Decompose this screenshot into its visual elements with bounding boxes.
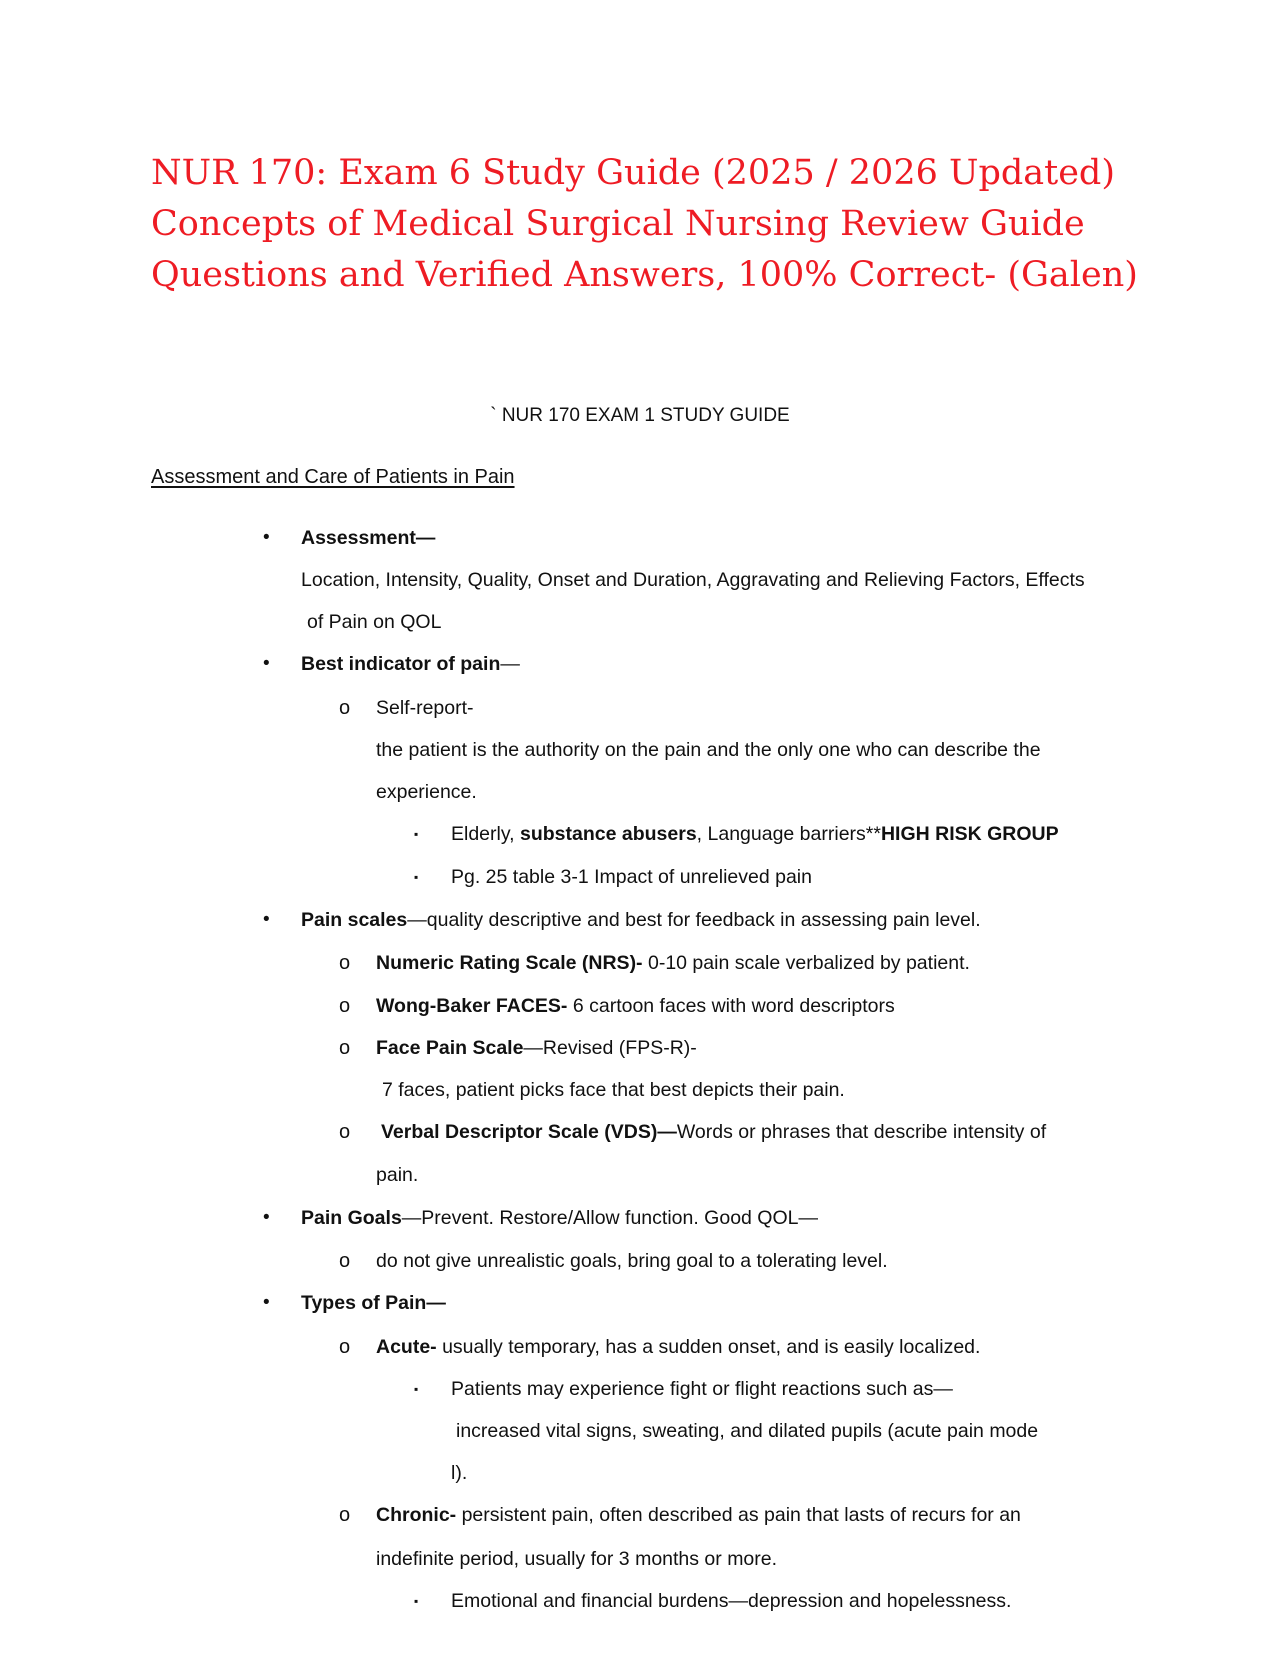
types-of-pain-heading [301, 1291, 446, 1315]
bullet-level-1: • [263, 527, 270, 548]
acute-sub-text-end: l). [451, 1462, 468, 1484]
assessment-text-cont: of Pain on QOL [307, 611, 442, 633]
acute-label: Acute- [376, 1336, 437, 1358]
self-report-text: the patient is the authority on the pain and the only one who can describe the [376, 739, 1041, 761]
assessment-label: Assessment— [301, 527, 436, 549]
bullet-level-1: • [263, 653, 270, 674]
risk-mid: , Language barriers** [696, 823, 881, 845]
vds-text: Words or phrases that describe intensity of [676, 1121, 1047, 1143]
wong-baker-label: Wong-Baker FACES- [376, 995, 568, 1017]
bullet-level-1: • [263, 1207, 270, 1228]
bullet-level-2: o [339, 1037, 351, 1059]
chronic-label: Chronic- [376, 1504, 457, 1526]
pain-scales-text: —quality descriptive and best for feedback in assessing pain level. [407, 909, 981, 931]
chronic-line [376, 1503, 1021, 1527]
high-risk-group-line [451, 822, 1059, 846]
pain-goals-label: Pain Goals [301, 1207, 402, 1229]
bullet-level-3: ▪ [414, 870, 419, 884]
nrs-text: 0-10 pain scale verbalized by patient. [642, 952, 970, 974]
risk-bold-2: HIGH RISK GROUP [880, 823, 1059, 845]
bullet-level-2: o [339, 1504, 351, 1526]
section-heading: Assessment and Care of Patients in Pain [151, 466, 515, 488]
nrs-label: Numeric Rating Scale (NRS)- [376, 952, 643, 974]
bullet-level-2: o [339, 952, 351, 974]
document-title [151, 148, 1151, 301]
vds-line [381, 1120, 1046, 1144]
bullet-level-3: ▪ [414, 1382, 419, 1396]
wong-baker-text: 6 cartoon faces with word descriptors [567, 995, 895, 1017]
acute-text: usually temporary, has a sudden onset, and is easily localized. [436, 1336, 981, 1358]
bullet-level-3: ▪ [414, 827, 419, 841]
acute-sub-text: Patients may experience fight or flight reactions such as— [451, 1378, 953, 1400]
face-pain-scale-text-cont: 7 faces, patient picks face that best depicts their pain. [382, 1079, 845, 1101]
chronic-sub-text: Emotional and financial burdens—depression and hopelessness. [451, 1590, 1012, 1612]
vds-text-cont: pain. [376, 1164, 419, 1186]
pain-scales-line [301, 908, 981, 932]
types-of-pain-label: Types of Pain— [301, 1292, 446, 1314]
acute-line [376, 1335, 980, 1359]
self-report-label: Self-report- [376, 697, 474, 719]
bullet-level-2: o [339, 995, 351, 1017]
face-pain-scale-text: —Revised (FPS-R)- [523, 1037, 697, 1059]
bullet-level-1: • [263, 909, 270, 930]
self-report-text-cont: experience. [376, 781, 477, 803]
chronic-text-cont: indefinite period, usually for 3 months or more. [376, 1548, 778, 1570]
title-line-2: Concepts of Medical Surgical Nursing Review Guide [151, 204, 1085, 244]
bullet-level-2: o [339, 1336, 351, 1358]
risk-bold: substance abusers [520, 823, 697, 845]
wong-baker-line [376, 994, 895, 1018]
pain-goals-sub: do not give unrealistic goals, bring goal to a tolerating level. [376, 1250, 888, 1272]
assessment-text: Location, Intensity, Quality, Onset and Duration, Aggravating and Relieving Factors, Effects [301, 569, 1085, 591]
chronic-text: persistent pain, often described as pain that lasts of recurs for an [456, 1504, 1021, 1526]
face-pain-scale-line [376, 1036, 697, 1060]
pain-scales-label: Pain scales [301, 909, 408, 931]
title-line-1: NUR 170: Exam 6 Study Guide (2025 / 2026 Updated) [151, 153, 1115, 193]
table-reference: Pg. 25 table 3-1 Impact of unrelieved pain [451, 866, 812, 888]
bullet-level-2: o [339, 697, 351, 719]
best-indicator-heading [301, 652, 520, 676]
bullet-level-2: o [339, 1250, 351, 1272]
pain-goals-line [301, 1206, 818, 1230]
face-pain-scale-label: Face Pain Scale [376, 1037, 524, 1059]
nrs-line [376, 951, 970, 975]
acute-sub-text-cont: increased vital signs, sweating, and dilated pupils (acute pain mode [456, 1420, 1039, 1442]
study-guide-subtitle: ` NUR 170 EXAM 1 STUDY GUIDE [490, 405, 790, 426]
bullet-level-1: • [263, 1292, 270, 1313]
bullet-level-3: ▪ [414, 1594, 419, 1608]
bullet-level-2: o [339, 1121, 351, 1143]
best-indicator-label: Best indicator of pain [301, 653, 501, 675]
assessment-heading [301, 526, 435, 550]
risk-prefix: Elderly, [451, 823, 520, 845]
vds-label: Verbal Descriptor Scale (VDS)— [381, 1121, 677, 1143]
best-indicator-dash: — [500, 653, 520, 675]
pain-goals-text: —Prevent. Restore/Allow function. Good QOL— [401, 1207, 818, 1229]
title-line-3: Questions and Verified Answers, 100% Correct- (Galen) [151, 255, 1138, 295]
